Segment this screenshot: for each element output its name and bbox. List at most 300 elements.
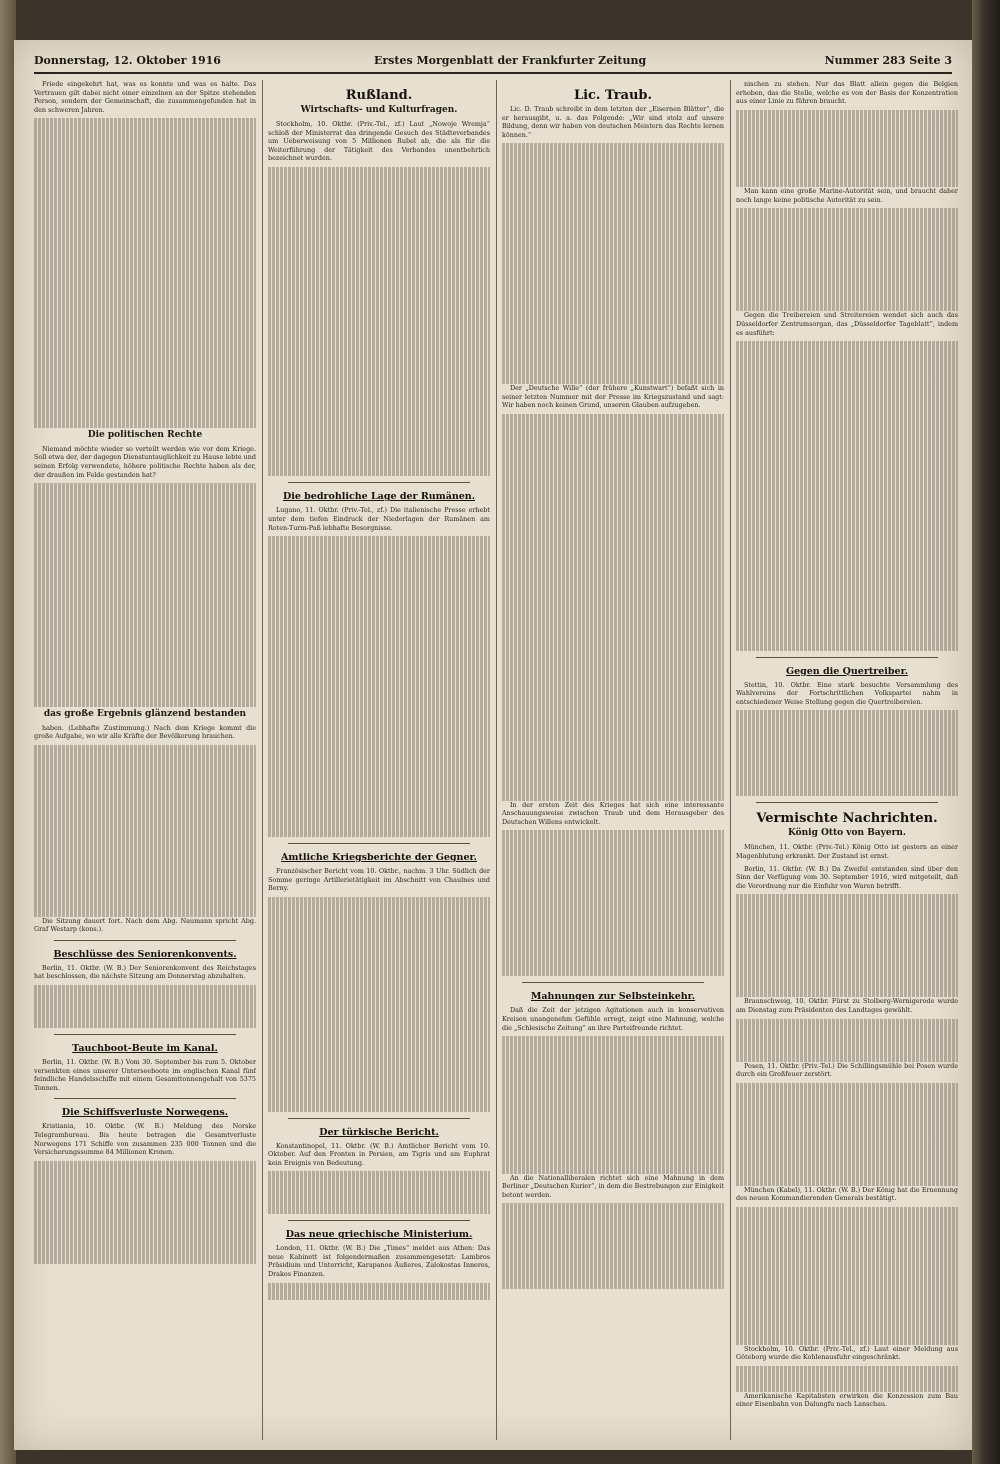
col4-last-text: Amerikanische Kapitalisten erwirken die Konzession zum Bau einer Eisenbahn von Dalungfu nach Lanschau. [736, 1391, 958, 1409]
text-line [268, 905, 490, 914]
text-line [34, 865, 256, 874]
text-line [736, 728, 958, 737]
text-line [736, 294, 958, 303]
text-line [34, 1212, 256, 1221]
text-line [268, 236, 490, 245]
text-line [736, 505, 958, 514]
text-line [34, 282, 256, 291]
text-line [502, 1131, 724, 1140]
text-line [34, 376, 256, 385]
text-line [736, 226, 958, 235]
text-line [268, 1086, 490, 1095]
text-line [502, 942, 724, 951]
text-line [502, 1071, 724, 1080]
col1-heading-youth: das große Ergebnis glänzend bestanden [43, 708, 247, 719]
text-line [268, 1197, 490, 1206]
col4-quer-text: Stettin, 10. Oktbr. Eine stark besuchte Versammlung des Wahlvereins der Fortschrittlichen Volkspartei nahm in entschiedener Weise Stellung gegen die Quertreibereien. [736, 680, 958, 706]
text-line [736, 522, 958, 531]
text-line [502, 448, 724, 457]
text-line [736, 590, 958, 599]
text-line [268, 803, 490, 812]
text-line [736, 513, 958, 522]
text-line [502, 723, 724, 732]
text-line [502, 212, 724, 221]
text-line [268, 734, 490, 743]
text-line [736, 286, 958, 295]
text-line [502, 341, 724, 350]
text-line [34, 483, 256, 492]
text-line [502, 951, 724, 960]
text-line [736, 208, 958, 217]
text-line [34, 247, 256, 256]
text-line [34, 342, 256, 351]
text-line [34, 256, 256, 265]
text-line [736, 161, 958, 170]
text-line [34, 350, 256, 359]
text-line [736, 358, 958, 367]
text-line [268, 1171, 490, 1180]
text-line [736, 556, 958, 565]
text-line [736, 625, 958, 634]
text-line [34, 552, 256, 561]
column-rule [262, 80, 263, 1440]
col1-senioren-text: Berlin, 11. Oktbr. (W. B.) Der Seniorenkonvent des Reichstages hat beschlossen, die nächste Sitzung am Donnerstag abzuhalten. [34, 963, 256, 981]
text-line [34, 118, 256, 127]
text-line [34, 848, 256, 857]
text-line [34, 1221, 256, 1230]
text-line [34, 196, 256, 205]
text-line [34, 586, 256, 595]
text-line [502, 543, 724, 552]
text-line [736, 1169, 958, 1178]
text-line [736, 1053, 958, 1062]
text-line [736, 736, 958, 745]
text-line [268, 742, 490, 751]
text-line [736, 496, 958, 505]
text-line [502, 315, 724, 324]
text-line [502, 1148, 724, 1157]
text-line [736, 444, 958, 453]
divider [756, 802, 938, 803]
col2-griech-text: London, 11. Oktbr. (W. B.) Die „Times“ meldet aus Athen: Das neue Kabinett ist folgendermaßen zusammengesetzt: Lambros Präsidium und Unterricht, Karapanos Äußeres, Zalokostas Inneres, Drakos Finanzen. [268, 1244, 490, 1279]
text-line [736, 788, 958, 797]
text-line [34, 187, 256, 196]
text-line [268, 622, 490, 631]
text-line [34, 161, 256, 170]
text-line [736, 110, 958, 119]
text-line [502, 500, 724, 509]
text-line [502, 620, 724, 629]
text-line [502, 517, 724, 526]
text-line [502, 933, 724, 942]
text-line [502, 925, 724, 934]
text-line [34, 822, 256, 831]
text-line [736, 268, 958, 277]
text-line [502, 238, 724, 247]
text-line [736, 894, 958, 903]
text-line [268, 210, 490, 219]
text-line [502, 740, 724, 749]
text-line [34, 419, 256, 428]
text-line [736, 1383, 958, 1392]
text-line [502, 431, 724, 440]
text-line [268, 828, 490, 837]
text-line [268, 1180, 490, 1189]
text-line [268, 1017, 490, 1026]
text-line [34, 290, 256, 299]
text-line [502, 375, 724, 384]
text-line [502, 1203, 724, 1212]
text-line [736, 1250, 958, 1259]
text-line [268, 613, 490, 622]
col2-heading-griech: Das neue griechische Ministerium. [285, 1229, 473, 1241]
text-line [268, 330, 490, 339]
text-line [268, 785, 490, 794]
text-line [268, 390, 490, 399]
text-line [736, 1336, 958, 1345]
text-line [502, 298, 724, 307]
text-line [502, 152, 724, 161]
header-paper-title: Erstes Morgenblatt der Frankfurter Zeitung [374, 54, 647, 67]
text-line [268, 1008, 490, 1017]
text-line [502, 1036, 724, 1045]
text-line [34, 805, 256, 814]
text-line [736, 384, 958, 393]
newspaper-page [14, 40, 972, 1450]
text-line [502, 749, 724, 758]
text-line [502, 457, 724, 466]
text-line [736, 153, 958, 162]
text-line [502, 680, 724, 689]
text-line [268, 1077, 490, 1086]
col4-intro-2: Man kann eine große Marine-Autorität sein, und braucht daher noch lange keine politische Autorität zu sein. [736, 187, 958, 204]
text-line [736, 234, 958, 243]
text-line [502, 830, 724, 839]
col1-intro: Friede eingekehrt hat, was es konnte und was es halte. Das Vertrauen gilt dabei nicht einer einzelnen an der Spitze stehenden Person, sondern der Gemeinschaft, die zusammengefunden hat in den schweren Jahren. [34, 80, 256, 114]
text-line [268, 176, 490, 185]
text-line [502, 847, 724, 856]
text-line [34, 882, 256, 891]
text-line [268, 751, 490, 760]
text-line [268, 957, 490, 966]
text-line [34, 411, 256, 420]
text-line [502, 161, 724, 170]
text-line [268, 571, 490, 580]
text-line [736, 179, 958, 188]
text-line [502, 367, 724, 376]
text-line [736, 427, 958, 436]
text-line [502, 882, 724, 891]
text-line [34, 273, 256, 282]
text-line [502, 1272, 724, 1281]
text-line [268, 596, 490, 605]
text-line [736, 539, 958, 548]
text-line [268, 270, 490, 279]
text-line [268, 408, 490, 417]
text-line [502, 1114, 724, 1123]
text-line [34, 239, 256, 248]
col4-heading-vermischtes: Vermischte Nachrichten. [756, 811, 938, 827]
text-line [34, 543, 256, 552]
text-line [34, 621, 256, 630]
text-line [736, 1143, 958, 1152]
text-line [502, 783, 724, 792]
text-line [736, 599, 958, 608]
text-line [736, 1302, 958, 1311]
text-line [268, 965, 490, 974]
text-line [736, 1152, 958, 1161]
column-1 [34, 80, 256, 1440]
text-line [34, 213, 256, 222]
text-line [736, 1259, 958, 1268]
text-line [268, 253, 490, 262]
text-line [268, 416, 490, 425]
text-line [502, 186, 724, 195]
col2-tuerk-text: Konstantinopel, 11. Oktbr. (W. B.) Amtlicher Bericht vom 10. Oktober. Auf den Fronten in Persien, am Tigris und am Euphrat kein Ereignis von Bedeutung. [268, 1141, 490, 1167]
text-line [736, 1327, 958, 1336]
text-line [34, 985, 256, 994]
text-line [502, 865, 724, 874]
text-line [736, 1207, 958, 1216]
col3-mahnung-text-2: An die Nationalliberalen richtet sich eine Mahnung in dem Berliner „Deutschen Kurier“, in dem die Bestrebungen zur Einigkeit betont werden. [502, 1173, 724, 1199]
text-line [268, 699, 490, 708]
text-line [268, 347, 490, 356]
text-line [268, 1103, 490, 1112]
col1-youth-text: haben. (Lebhafte Zustimmung.) Nach dem Kriege kommt die große Aufgabe, wo wir alle Kräfte der Bevölkerung brauchen. [34, 723, 256, 741]
text-line [736, 1109, 958, 1118]
text-line [34, 655, 256, 664]
text-line [34, 136, 256, 145]
text-line [34, 629, 256, 638]
text-line [268, 365, 490, 374]
text-line [736, 1366, 958, 1375]
text-line [268, 1043, 490, 1052]
text-line [34, 1161, 256, 1170]
text-line [34, 204, 256, 213]
col3-mahnung-text: Daß die Zeit der jetzigen Agitationen auch in konservativen Kreisen unangenehm Gefühle erregt, zeigt eine Mahnung, welche die „Schlesische Zeitung“ an ihre Parteifreunde richtet. [502, 1006, 724, 1032]
text-line [268, 794, 490, 803]
text-line [34, 1229, 256, 1238]
text-line [736, 530, 958, 539]
text-line [736, 937, 958, 946]
text-line [268, 227, 490, 236]
text-line [736, 1177, 958, 1186]
text-line [502, 1281, 724, 1290]
text-line [502, 672, 724, 681]
text-line [502, 916, 724, 925]
text-line [34, 664, 256, 673]
text-line [268, 399, 490, 408]
text-line [736, 565, 958, 574]
text-line [268, 768, 490, 777]
text-line [268, 811, 490, 820]
text-line [268, 820, 490, 829]
text-line [268, 1283, 490, 1292]
text-line [268, 648, 490, 657]
text-line [34, 368, 256, 377]
text-line [502, 414, 724, 423]
text-line [502, 775, 724, 784]
text-line [502, 1165, 724, 1174]
text-line [502, 873, 724, 882]
col3-heading-mahnung: Mahnungen zur Selbsteinkehr. [530, 991, 696, 1003]
text-line [34, 814, 256, 823]
text-line [736, 350, 958, 359]
text-line [34, 1204, 256, 1213]
text-line [502, 611, 724, 620]
text-line [736, 779, 958, 788]
text-line [736, 642, 958, 651]
text-line [34, 526, 256, 535]
text-line [736, 118, 958, 127]
text-line [736, 462, 958, 471]
text-line [502, 350, 724, 359]
col4-posen-text: Posen, 11. Oktbr. (Priv.-Tel.) Die Schillingsmühle bei Posen wurde durch ein Großfeuer zerstört. [736, 1061, 958, 1079]
text-line [268, 914, 490, 923]
col2-rumaenen-text: Lugano, 11. Oktbr. (Priv.-Tel., zf.) Die italienische Presse erhebt unter dem tiefen Eindruck der Niederlagen der Rumänen am Roten-Turm-Paß lebhafte Besorgnisse. [268, 506, 490, 532]
text-line [502, 646, 724, 655]
text-line [736, 633, 958, 642]
col3-traub-text: Lic. D. Traub schreibt in dem letzten der „Eisernen Blätter“, die er herausgibt, u. a. das Folgende: „Wir sind stolz auf unsere Bildung, denn wir haben von deutschen Meistern das Rechte lernen können.“ [502, 105, 724, 139]
text-line [34, 1247, 256, 1256]
text-line [268, 425, 490, 434]
text-line [268, 931, 490, 940]
header-date: Donnerstag, 12. Oktober 1916 [34, 54, 221, 67]
text-line [34, 1238, 256, 1247]
text-line [502, 204, 724, 213]
column-2 [268, 80, 490, 1440]
text-line [268, 1051, 490, 1060]
text-line [736, 1267, 958, 1276]
text-line [502, 568, 724, 577]
text-line [502, 491, 724, 500]
text-line [268, 451, 490, 460]
text-line [34, 856, 256, 865]
text-line [502, 255, 724, 264]
text-line [34, 1187, 256, 1196]
text-line [736, 573, 958, 582]
text-line [736, 217, 958, 226]
text-line [502, 560, 724, 569]
page-header [34, 50, 952, 74]
text-line [34, 333, 256, 342]
text-line [736, 401, 958, 410]
text-line [34, 753, 256, 762]
text-line [34, 908, 256, 917]
divider [54, 1098, 236, 1099]
text-line [268, 983, 490, 992]
text-line [736, 136, 958, 145]
text-line [34, 170, 256, 179]
text-line [736, 771, 958, 780]
text-line [502, 603, 724, 612]
text-line [268, 631, 490, 640]
text-line [502, 508, 724, 517]
col4-heading-quer: Gegen die Quertreiber. [785, 665, 909, 677]
col2-heading-tuerk: Der türkische Bericht. [319, 1126, 439, 1138]
text-line [34, 899, 256, 908]
divider [288, 843, 470, 844]
text-line [736, 1233, 958, 1242]
text-line [502, 1229, 724, 1238]
text-line [268, 262, 490, 271]
text-line [502, 195, 724, 204]
text-line [34, 264, 256, 273]
text-line [736, 745, 958, 754]
col4-berlin-text: Berlin, 11. Oktbr. (W. B.) Da Zweifel entstanden sind über den Sinn der Verfügung vom 30. September 1916, wird mitgeteilt, daß die Verordnung nur die Einfuhr von Waren betrifft. [736, 864, 958, 890]
text-line [502, 289, 724, 298]
text-line [502, 483, 724, 492]
text-line [34, 612, 256, 621]
text-line [268, 356, 490, 365]
text-line [34, 492, 256, 501]
col1-party-text: Niemand möchte wieder so verteilt werden wie vor dem Kriege. Soll etwa der, der dagegen Dienstuntauglichkeit zu Hause lebte und seinen Erfolg verwendete, höhere politische Rechte haben als der, der draußen im Felde gestanden hat? [34, 444, 256, 479]
text-line [502, 908, 724, 917]
text-line [502, 474, 724, 483]
text-line [34, 299, 256, 308]
col1-heading-party: Die politischen Rechte [87, 429, 203, 440]
text-line [268, 1206, 490, 1215]
divider [54, 1034, 236, 1035]
text-line [34, 646, 256, 655]
text-line [502, 1079, 724, 1088]
text-line [268, 553, 490, 562]
text-line [736, 1276, 958, 1285]
text-line [502, 1045, 724, 1054]
text-line [268, 459, 490, 468]
text-line [736, 946, 958, 955]
text-line [268, 1291, 490, 1300]
text-line [268, 313, 490, 322]
text-line [736, 243, 958, 252]
text-line [34, 153, 256, 162]
col4-heading-koenig: König Otto von Bayern. [787, 828, 907, 839]
text-line [34, 578, 256, 587]
text-line [502, 839, 724, 848]
divider [288, 1220, 470, 1221]
text-line [268, 201, 490, 210]
text-line [268, 184, 490, 193]
col1-tauchboot-text: Berlin, 11. Oktbr. (W. B.) Vom 30. September bis zum 5. Oktober versenkten eines unserer Unterseeboote im englischen Kanal fünf feindliche Handelsschiffe mit einem Gesamttonnengehalt von 5375 Tonnen. [34, 1057, 256, 1092]
text-line [502, 1156, 724, 1165]
text-line [736, 341, 958, 350]
text-line [268, 545, 490, 554]
text-line [736, 127, 958, 136]
text-line [34, 385, 256, 394]
header-page-number: Nummer 283 Seite 3 [824, 54, 952, 67]
text-line [268, 279, 490, 288]
text-line [34, 762, 256, 771]
col1-heading-senioren: Beschlüsse des Seniorenkonvents. [53, 948, 237, 960]
text-line [502, 1221, 724, 1230]
text-line [268, 167, 490, 176]
text-line [268, 922, 490, 931]
text-line [268, 897, 490, 906]
text-line [268, 1000, 490, 1009]
text-line [268, 1189, 490, 1198]
col2-heading-rumaenen: Die bedrohliche Lage der Rumänen. [282, 491, 476, 503]
text-line [736, 1160, 958, 1169]
text-line [34, 831, 256, 840]
text-line [502, 766, 724, 775]
divider [288, 1118, 470, 1119]
col4-intro-3: Gegen die Treibereien und Streitereien wendet sich auch das Düsseldorfer Zentrumsorgan, das „Düsseldorfer Tageblatt“, indem es ausführt: [736, 311, 958, 337]
text-line [502, 247, 724, 256]
text-line [268, 708, 490, 717]
text-line [502, 440, 724, 449]
col3-traub-text-3: In der ersten Zeit des Krieges hat sich eine interessante Anschauungsweise zwischen Traub und dem Herausgeber des Deutschen Willens entwickelt. [502, 800, 724, 826]
text-line [502, 689, 724, 698]
